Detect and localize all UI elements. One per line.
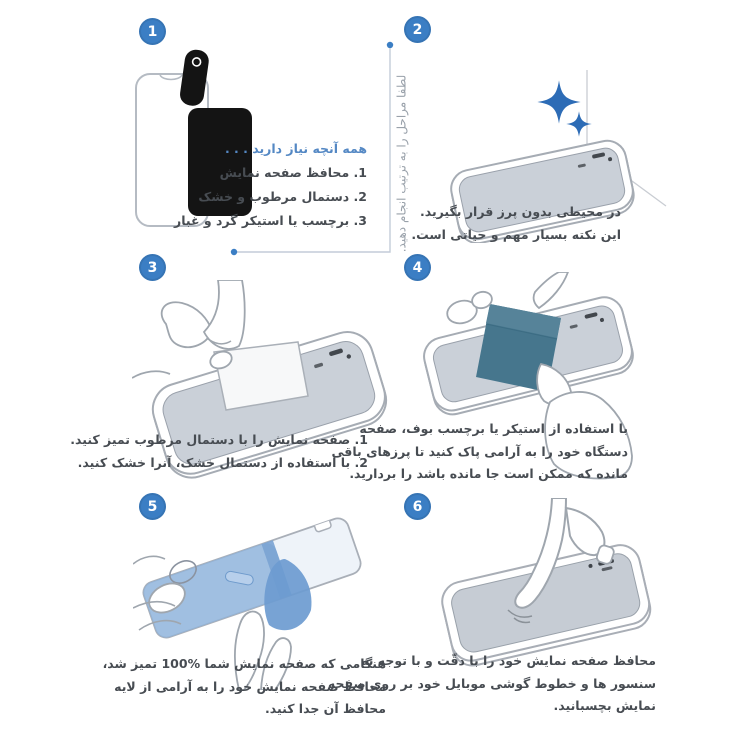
step-4-line: دستگاه خود را به آرامی پاک کنید تا پرزهای باقی — [331, 443, 628, 459]
step-6-text — [328, 650, 656, 718]
step-1-text — [174, 137, 367, 233]
folded-finger-sketch — [566, 508, 604, 555]
hand-sketch — [204, 280, 245, 349]
step-6-line: نمایش بچسبانید. — [553, 698, 656, 713]
step-5-badge: 5 — [139, 493, 166, 520]
step-6-line: سنسور ها و خطوط گوشی موبایل خود بر روی صفحه — [327, 675, 656, 691]
step-4-line: با استفاده از استیکر یا برچسب بوف، صفحه — [359, 421, 628, 436]
step-5-line: هنگامی که صفحه نمایش شما %100 تمیز شد، — [102, 656, 386, 671]
step-2-text — [411, 201, 621, 246]
step-1-header: همه آنچه نیاز دارید . . . — [224, 141, 367, 156]
step-6-badge: 6 — [404, 493, 431, 520]
finger-line — [132, 371, 170, 378]
step-4-text — [332, 418, 628, 486]
step-6-line: محافظ صفحه نمایش خود را با دقّت و با توجه به — [361, 653, 656, 668]
step-1-item: 1. محافظ صفحه نمایش — [219, 165, 367, 180]
connector-dot-top — [387, 42, 393, 48]
step-6-illustration — [432, 498, 668, 670]
step-5-line: محافظ آن جدا کنید. — [265, 701, 386, 716]
step-2-badge: 2 — [404, 16, 431, 43]
step-4-line: مانده که ممکن است جا مانده باشد را بردارید. — [349, 466, 628, 481]
step-3-badge: 3 — [139, 254, 166, 281]
sparkle-icon-small — [566, 111, 592, 137]
step-3-text — [70, 429, 368, 474]
connector-dot-bottom — [231, 249, 237, 255]
step-3-line: 1. صفحه نمایش را با دستمال مرطوب تمیز کنید. — [70, 432, 368, 447]
vertical-note: لطفا مراحل را به ترتیب انجام دهید. — [394, 74, 409, 253]
step-4-badge: 4 — [404, 254, 431, 281]
step-1-badge: 1 — [139, 18, 166, 45]
step-5-line: محافظ صفحه نمایش خود را به آرامی از لایه — [114, 678, 386, 694]
step-1-item: 3. برچسب یا استیکر گرد و غبار — [174, 213, 367, 228]
step-2-line: در محیطی بدون پرز قرار بگیرید. — [419, 204, 621, 219]
step-2-line: این نکته بسیار مهم و حیاتی است. — [411, 226, 621, 242]
sparkle-icon — [537, 80, 580, 123]
step-3-line: 2. با استفاده از دستمال خشک، آنرا خشک کنید. — [77, 454, 368, 470]
index-finger-sketch — [534, 272, 568, 308]
step-1-item: 2. دستمال مرطوب و خشک — [198, 189, 367, 204]
thumb-sketch — [162, 302, 212, 347]
